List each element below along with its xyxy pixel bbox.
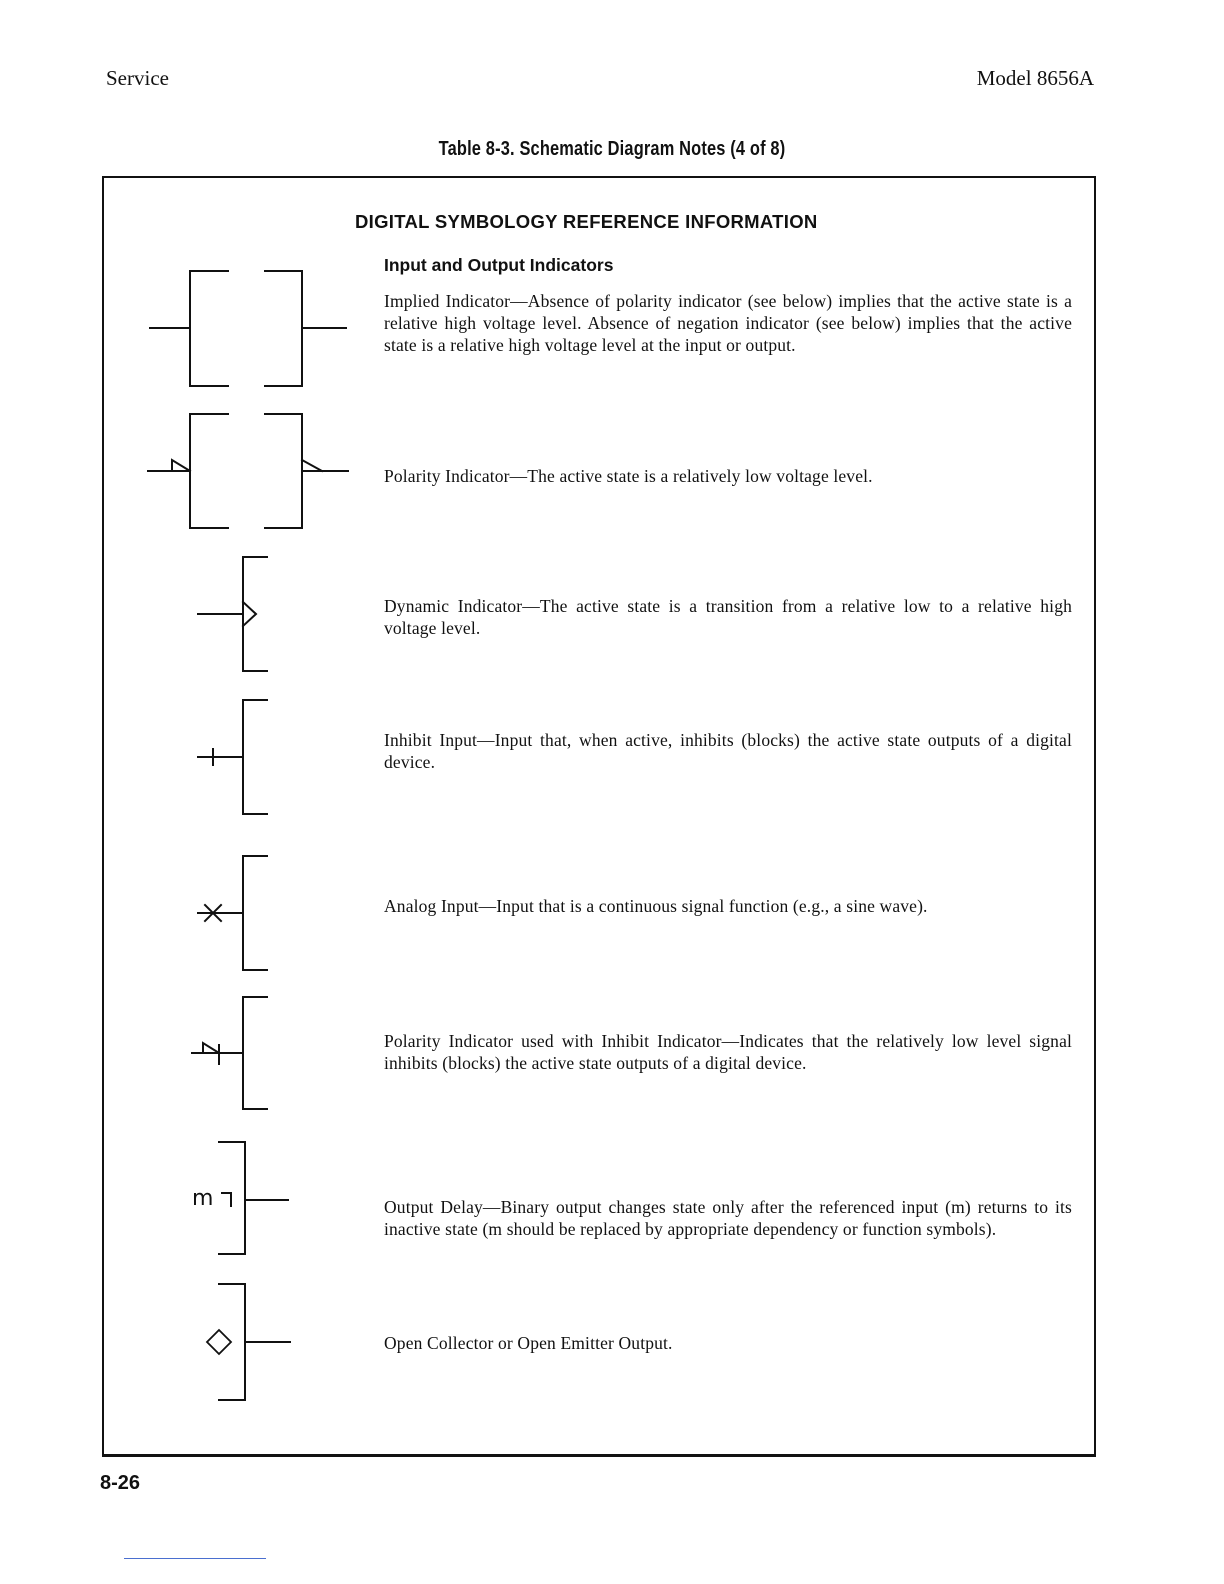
section-title: DIGITAL SYMBOLOGY REFERENCE INFORMATION xyxy=(355,211,818,232)
table-frame xyxy=(102,176,1096,1457)
footer-divider xyxy=(124,1558,266,1559)
entry-text-dynamic-indicator: Dynamic Indicator—The active state is a transition from a relative low to a relative high voltage level. xyxy=(384,596,1072,638)
output-delay-m-label: m xyxy=(192,1186,214,1211)
entry-text-open-collector: Open Collector or Open Emitter Output. xyxy=(384,1333,673,1353)
header-model-label: Model 8656A xyxy=(976,66,1094,90)
entry-text-polarity-indicator: Polarity Indicator—The active state is a relatively low voltage level. xyxy=(384,466,873,486)
page-number: 8-26 xyxy=(100,1472,141,1494)
entry-text-output-delay: Output Delay—Binary output changes state only after the referenced input (m) returns to its inactive state (m should be replaced by appropriate dependency or function symbols). xyxy=(384,1197,1072,1239)
entry-text-inhibit-input: Inhibit Input—Input that, when active, inhibits (blocks) the active state outputs of a digital device. xyxy=(384,730,1072,772)
entry-text-implied-indicator: Implied Indicator—Absence of polarity indicator (see below) implies that the active state is a relative high voltage level. Absence of negation indicator (see below) implies that the active state is a relative high voltage level at the input or output. xyxy=(384,291,1072,355)
header-section-label: Service xyxy=(106,66,169,90)
entry-text-analog-input: Analog Input—Input that is a continuous signal function (e.g., a sine wave). xyxy=(384,896,928,916)
entry-text-polarity-inhibit: Polarity Indicator used with Inhibit Indicator—Indicates that the relatively low level signal inhibits (blocks) the active state outputs of a digital device. xyxy=(384,1031,1072,1073)
table-title: Table 8-3. Schematic Diagram Notes (4 of 8) xyxy=(438,138,786,160)
subsection-title: Input and Output Indicators xyxy=(384,255,614,275)
